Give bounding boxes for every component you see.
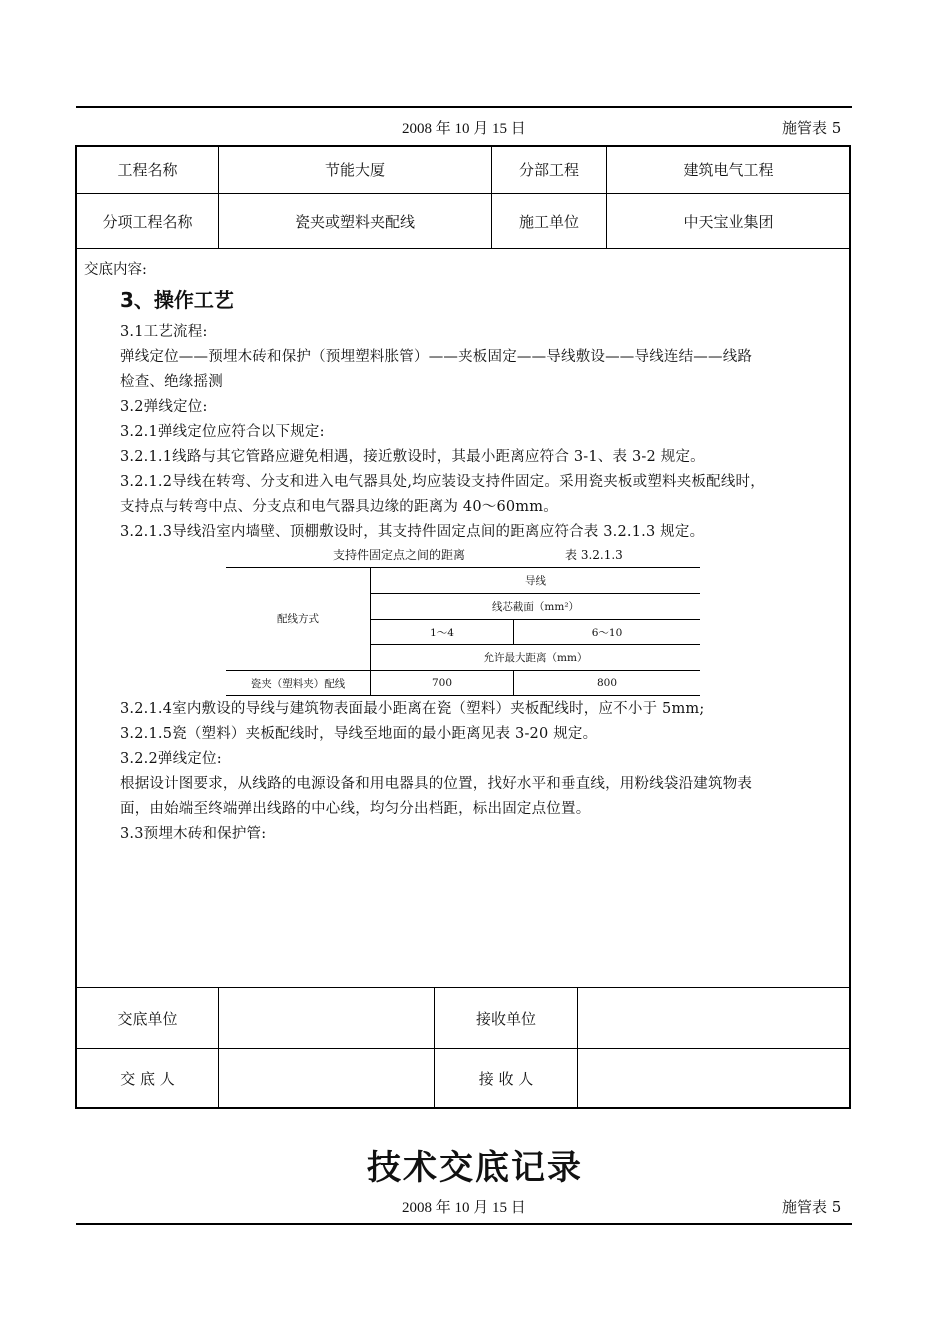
- division-value: 建筑电气工程: [683, 161, 774, 179]
- header-date: 2008 年 10 月 15 日: [402, 121, 526, 137]
- content-line: 检查、绝缘摇测: [120, 374, 223, 390]
- info-bottom-divider: [76, 248, 850, 249]
- subitem-label: 分项工程名称: [102, 212, 193, 231]
- receiver-unit-label: 接收单位: [475, 1009, 536, 1028]
- content-line: 3.1工艺流程:: [120, 324, 208, 340]
- table-value-1: 700: [431, 677, 453, 689]
- content-line: 3.2.1.3导线沿室内墙壁、顶棚敷设时，其支持件固定点间的距离应符合表 3.2.1.3 规定。: [120, 524, 705, 540]
- table-max-header: 允许最大距离（mm）: [483, 652, 588, 664]
- project-name-label: 工程名称: [117, 161, 178, 179]
- table-caption: 支持件固定点之间的距离: [333, 548, 466, 562]
- table-value-2: 800: [596, 677, 618, 689]
- table-row-label: 瓷夹（塑料夹）配线: [250, 677, 346, 690]
- content-line: 根据设计图要求，从线路的电源设备和用电器具的位置，找好水平和垂直线，用粉线袋沿建筑物表: [120, 776, 753, 792]
- content-line: 3.2.1.1线路与其它管路应避免相遇，接近敷设时，其最小距离应符合 3-1、表 3-2 规定。: [120, 449, 705, 465]
- contractor-value: 中天宝业集团: [683, 212, 774, 231]
- table-number: 表 3.2.1.3: [565, 548, 623, 562]
- receiver-person-field[interactable]: [578, 1049, 850, 1108]
- issuer-person-label: 交 底 人: [120, 1070, 175, 1088]
- table-method-header: 配线方式: [277, 613, 319, 625]
- contractor-label: 施工单位: [518, 212, 579, 231]
- issuer-person-field[interactable]: [219, 1049, 434, 1108]
- table-range-1: 1～4: [430, 626, 454, 639]
- issuer-unit-field[interactable]: [219, 988, 434, 1048]
- content-line: 3.3预埋木砖和保护管:: [120, 826, 267, 842]
- footer-form-number: 施管表 5: [782, 1198, 842, 1216]
- content-line: 3.2.2弹线定位:: [120, 751, 222, 767]
- content-line: 支持点与转弯中点、分支点和电气器具边缘的距离为 40～60mm。: [120, 499, 558, 515]
- project-name-value: 节能大厦: [324, 161, 385, 179]
- table-section-header: 线芯截面（mm²）: [491, 601, 580, 613]
- footer-date: 2008 年 10 月 15 日: [402, 1200, 526, 1216]
- bottom-rule: [76, 1223, 852, 1225]
- header-form-number: 施管表 5: [782, 119, 842, 137]
- content-line: 3.2.1.2导线在转弯、分支和进入电气器具处,均应装设支持件固定。采用瓷夹板或塑料夹板配线时，: [120, 474, 765, 490]
- content-line: 弹线定位——预埋木砖和保护（预埋塑料胀管）——夹板固定——导线敷设——导线连结——线路: [120, 349, 753, 365]
- receiver-unit-field[interactable]: [578, 988, 850, 1048]
- issuer-unit-label: 交底单位: [117, 1009, 178, 1028]
- content-line: 3.2.1.4室内敷设的导线与建筑物表面最小距离在瓷（塑料）夹板配线时，应不小于 5mm;: [120, 701, 705, 717]
- table-range-2: 6～10: [591, 626, 623, 639]
- content-line: 面，由始端至终端弹出线路的中心线，均匀分出档距，标出固定点位置。: [120, 801, 591, 817]
- receiver-person-label: 接 收 人: [478, 1070, 534, 1088]
- table-bottom-rule: [226, 695, 700, 696]
- top-rule: [76, 106, 852, 108]
- content-label: 交底内容:: [84, 262, 147, 278]
- document-title: 技术交底记录: [367, 1148, 583, 1188]
- content-line: 3.2.1弹线定位应符合以下规定:: [120, 424, 325, 440]
- subitem-value: 瓷夹或塑料夹配线: [294, 212, 415, 231]
- table-wire-header: 导线: [525, 574, 546, 587]
- section-heading: 3、操作工艺: [120, 288, 234, 312]
- content-line: 3.2弹线定位:: [120, 399, 208, 415]
- content-line: 3.2.1.5瓷（塑料）夹板配线时，导线至地面的最小距离见表 3-20 规定。: [120, 726, 598, 742]
- division-label: 分部工程: [518, 161, 579, 179]
